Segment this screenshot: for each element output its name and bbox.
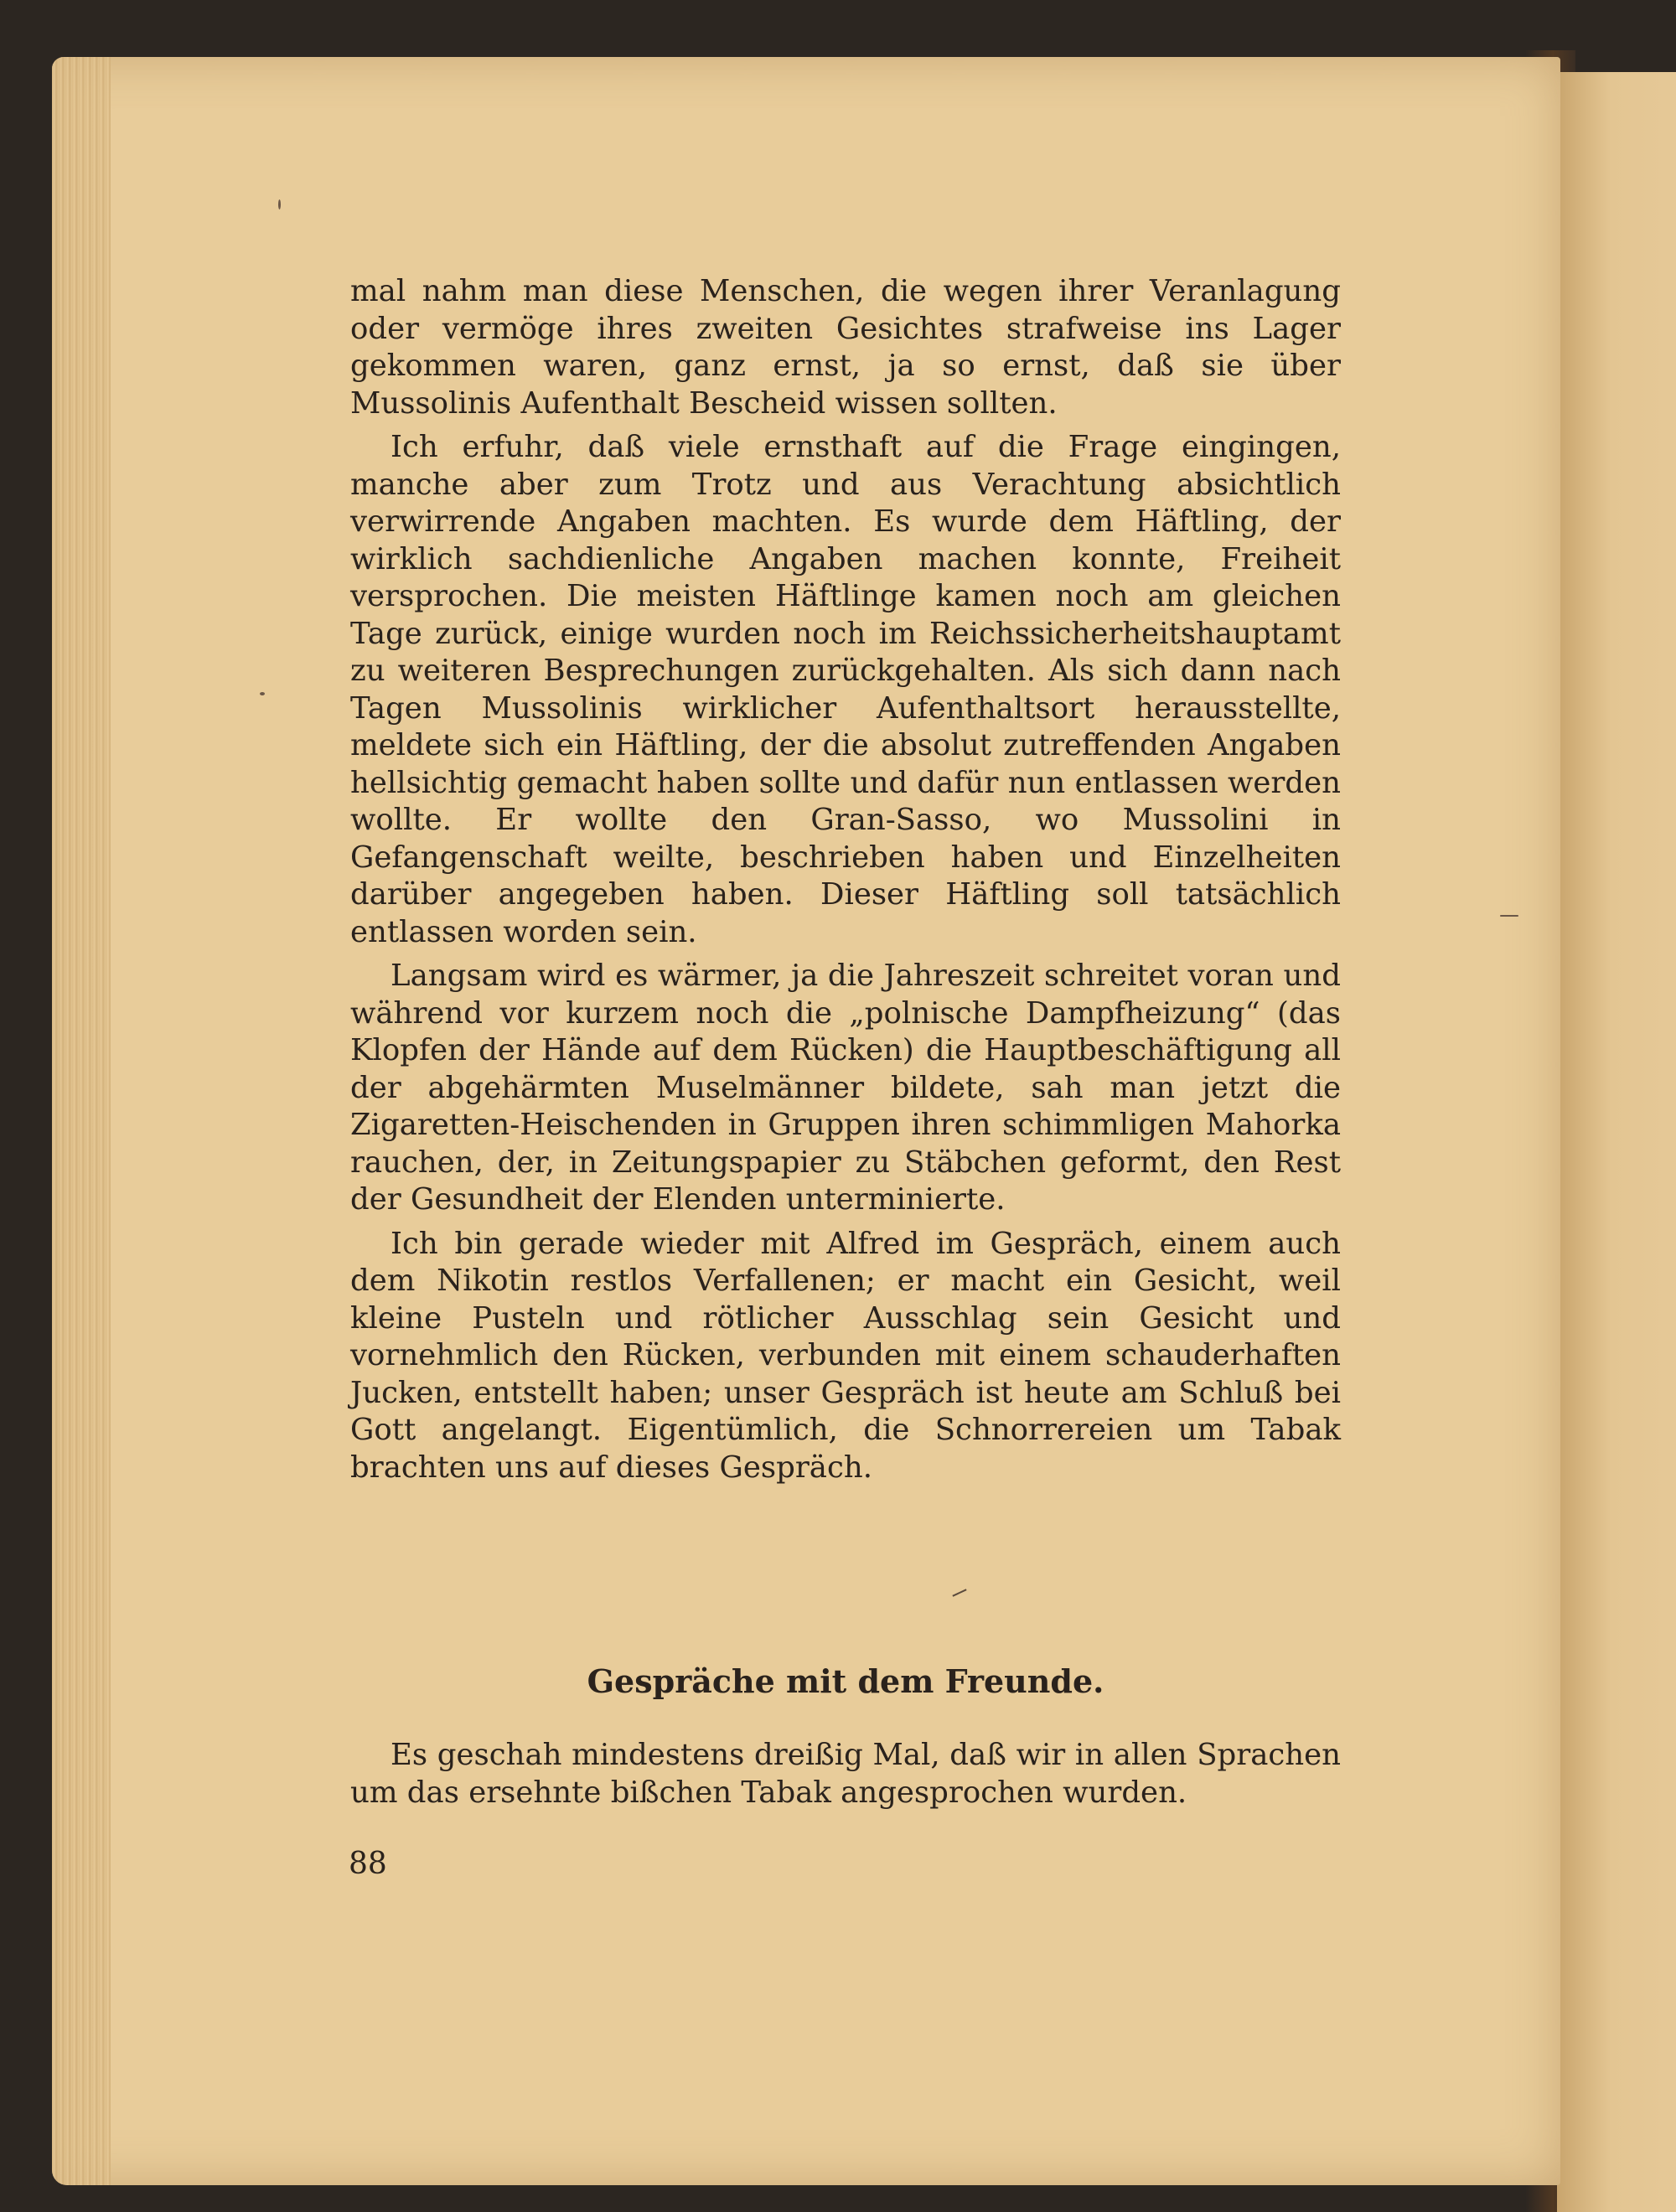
paragraph-continuation: mal nahm man diese Menschen, die wegen ihrer Veranlagung oder vermöge ihres zweiten Gesichtes strafweise ins Lager gekommen waren, ganz ernst, ja so ernst, daß sie über Mussolinis Aufenthalt Bescheid wissen sollten. [350,274,1341,421]
paper-speck [278,199,281,209]
body-text [350,273,1341,1486]
paragraph-mussolini: Ich erfuhr, daß viele ernsthaft auf die Frage eingingen, manche aber zum Trotz und aus Verachtung absichtlich verwirrende Angaben machten. Es wurde dem Häftling, der wirklich sachdienliche Angaben machen konnte, Freiheit versprochen. Die meisten Häftlinge kamen noch am gleichen Tage zurück, einige wurden noch im Reichssicherheitshauptamt zu weiteren Besprechungen zurückgehalten. Als sich dann nach Tagen Mussolinis wirklicher Aufenthaltsort herausstellte, meldete sich ein Häftling, der die absolut zutreffenden Angaben hellsichtig gemacht haben sollte und dafür nun entlassen werden wollte. Er wollte den Gran-Sasso, wo Mussolini in Gefangenschaft weilte, beschrieben haben und Einzelheiten darüber angegeben haben. Dieser Häftling soll tatsächlich entlassen worden sein. [350,430,1341,949]
paragraph-season: Langsam wird es wärmer, ja die Jahreszeit schreitet voran und während vor kurzem noch die „polnische Dampfheizung“ (das Klopfen der Hände auf dem Rücken) die Hauptbeschäftigung all der abgehärmten Muselmänner bildete, sah man jetzt die Zigaretten-Heischenden in Gruppen ihren schimmligen Mahorka rauchen, der, in Zeitungspapier zu Stäbchen geformt, den Rest der Gesundheit der Elenden unterminierte. [350,959,1341,1217]
page-number: 88 [349,1847,387,1881]
paper-speck [1500,915,1518,917]
page-stack-edge [52,57,111,2185]
paragraph-closing: Es geschah mindestens dreißig Mal, daß wir in allen Sprachen um das ersehnte bißchen Tabak angesprochen wurden. [350,1738,1341,1810]
paper-speck [260,692,265,695]
facing-page-edge [1557,72,1676,2212]
paragraph-alfred: Ich bin gerade wieder mit Alfred im Gespräch, einem auch dem Nikotin restlos Verfallenen; er macht ein Gesicht, weil kleine Pusteln und rötlicher Ausschlag sein Gesicht und vornehmlich den Rücken, verbunden mit einem schauderhaften Jucken, entstellt haben; unser Gespräch ist heute am Schluß bei Gott angelangt. Eigentümlich, die Schnorrereien um Tabak brachten uns auf dieses Gespräch. [350,1226,1341,1485]
section-heading: Gespräche mit dem Freunde. [587,1662,1104,1700]
